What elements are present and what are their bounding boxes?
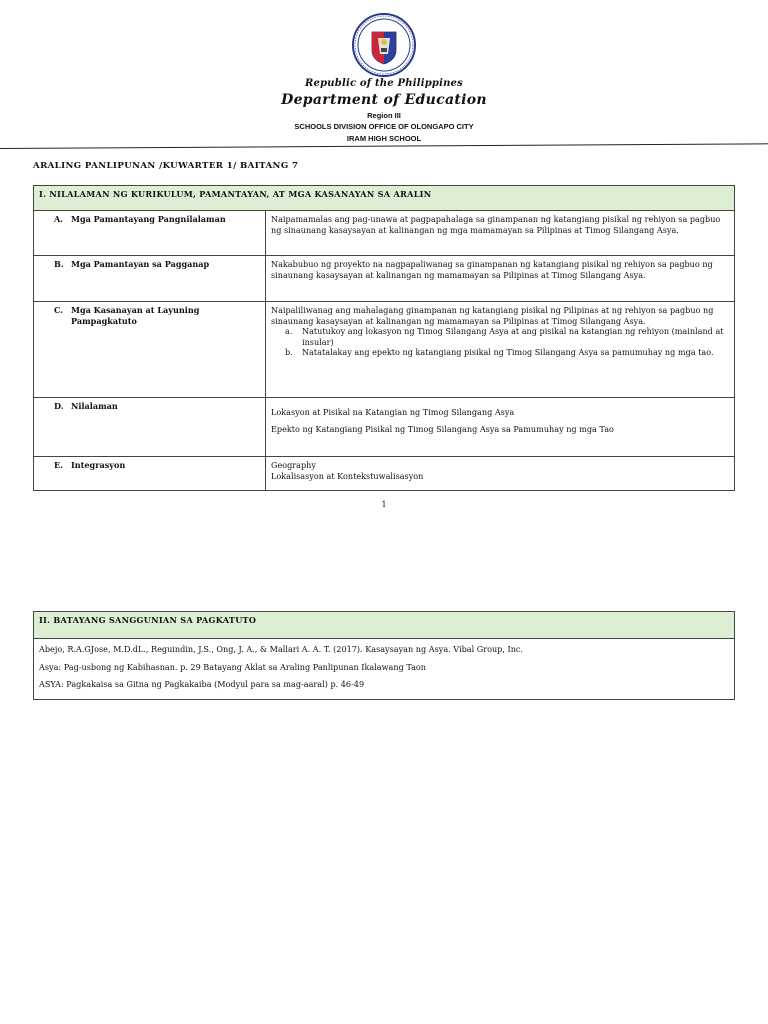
row-label-cell: D. Nilalaman <box>34 398 266 457</box>
department-title: Department of Education <box>281 92 487 108</box>
content-topic-1: Lokasyon at Pisikal na Katangian ng Timog Silangang Asya <box>271 407 515 417</box>
content-cell <box>266 398 735 457</box>
content-label: Nilalaman <box>71 401 118 411</box>
reference-item: Abejo, R.A.GJose, M.D.dL., Reguindin, J.S., Ong, J. A., & Mallari A. A. T. (2017). Kasaysayan ng Asya. Vibal Group, Inc. <box>39 644 524 654</box>
row-label-cell: A. Mga Pamantayang Pangnilalaman <box>34 211 266 256</box>
section-two-title: II. BATAYANG SANGGUNIAN SA PAGKATUTO <box>34 612 735 639</box>
integration-cell <box>266 457 735 491</box>
integration-item-1: Geography <box>271 460 316 470</box>
list-item: b. Natatalakay ang epekto ng katangiang pisikal ng Timog Silangang Asya sa pamumuhay ng mga tao. <box>285 347 714 358</box>
region-label: Region III <box>367 111 401 120</box>
table-row <box>34 639 735 700</box>
curriculum-table <box>33 185 735 491</box>
section-two-header <box>34 612 735 639</box>
content-standard-text: Naipamamalas ang pag-unawa at pagpapahalaga sa ginampanan ng katangiang pisikal ng rehiyon sa pagbuo ng sinaunang kasaysayan at kalinangan ng mga mamamayan sa Pilipinas at Timog Silangang Asya. <box>266 211 735 256</box>
references-cell <box>34 639 735 700</box>
row-label-cell: B. Mga Pamantayan sa Pagganap <box>34 256 266 302</box>
page-number: 1 <box>381 500 387 509</box>
section-one-title: I. NILALAMAN NG KURIKULUM, PAMANTAYAN, AT MGA KASANAYAN SA ARALIN <box>34 186 735 211</box>
performance-standard-label: Mga Pamantayan sa Pagganap <box>71 259 210 269</box>
row-label-cell: E. Integrasyon <box>34 457 266 491</box>
reference-item: ASYA: Pagkakaisa sa Gitna ng Pagkakaiba (Modyul para sa mag-aaral) p. 46-49 <box>39 679 365 690</box>
competency-text: Naipaliliwanag ang mahalagang ginampanan ng katangiang pisikal ng Pilipinas at ng rehiyon sa pagbuo ng sinaunang kasaysayan at kalinangan ng mamamayan sa Pilipinas at Timog Silangang Asya. <box>271 305 714 326</box>
performance-standard-text: Nakabubuo ng proyekto na nagpapaliwanag sa ginampanan ng katangiang pisikal ng rehiyon sa pagbuo ng sinaunang kasaysayan at kalinangan ng mamamayan sa Pilipinas at Timog Silangang Asya. <box>266 256 735 302</box>
integration-label: Integrasyon <box>71 460 126 470</box>
table-row <box>34 457 735 491</box>
objective-list <box>271 326 729 358</box>
republic-label: Republic of the Philippines <box>305 78 463 89</box>
header-divider <box>0 143 768 149</box>
competency-label: Mga Kasanayan at Layuning Pampagkatuto <box>71 305 200 326</box>
school-name: IRAM HIGH SCHOOL <box>346 134 422 143</box>
competency-cell <box>266 302 735 398</box>
table-row <box>34 256 735 302</box>
content-topic-2: Epekto ng Katangiang Pisikal ng Timog Silangang Asya sa Pamumuhay ng mga Tao <box>271 423 614 434</box>
section-one-header <box>34 186 735 211</box>
references-table <box>33 611 735 700</box>
table-row <box>34 398 735 457</box>
content-standard-label: Mga Pamantayang Pangnilalaman <box>71 214 226 224</box>
deped-seal-icon <box>351 12 417 78</box>
reference-item: Asya: Pag-usbong ng Kabihasnan. p. 29 Batayang Aklat sa Araling Panlipunan Ikalawang Taon <box>39 661 426 672</box>
table-row <box>34 211 735 256</box>
row-label-cell: C. Mga Kasanayan at Layuning Pampagkatuto <box>34 302 266 398</box>
subject-line: ARALING PANLIPUNAN /KUWARTER 1/ BAITANG 7 <box>33 161 299 171</box>
list-item: a. Natutukoy ang lokasyon ng Timog Silangang Asya at ang pisikal na katangian ng rehiyon (mainland at insular) <box>285 326 724 347</box>
division-label: SCHOOLS DIVISION OFFICE OF OLONGAPO CITY <box>294 122 474 131</box>
integration-item-2: Lokalisasyon at Kontekstuwalisasyon <box>271 470 424 481</box>
table-row <box>34 302 735 398</box>
